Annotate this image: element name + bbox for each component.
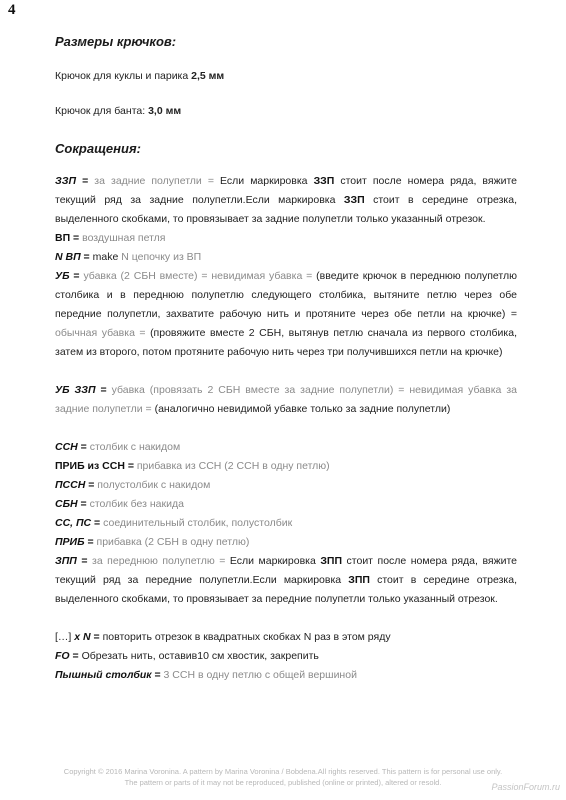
abbr-eq: = — [76, 555, 93, 567]
abbr-eq: = — [124, 460, 137, 472]
abbr-zzp — [55, 172, 517, 229]
abbr-definition: столбик без накида — [89, 498, 184, 510]
abbr-prib — [55, 533, 517, 552]
abbr-definition: обычная убавка = — [55, 327, 151, 339]
abbr-term: ССН — [55, 441, 78, 453]
hook-size-doll-label: Крючок для куклы и парика — [55, 70, 192, 82]
abbr-term: ПРИБ — [55, 536, 85, 548]
abbr-eq: = — [151, 669, 164, 681]
page-number: 4 — [8, 2, 16, 18]
abbr-eq: = — [77, 498, 90, 510]
abbr-nvp — [55, 248, 517, 267]
abbr-eq: = — [69, 270, 84, 282]
abbr-definition: прибавка (2 СБН в одну петлю) — [96, 536, 250, 548]
abbr-definition: 3 ССН в одну петлю с общей вершиной — [163, 669, 357, 681]
abbr-definition: за задние полупетли = — [94, 175, 221, 187]
abbr-ss-ps — [55, 514, 517, 533]
abbr-text: повторить отрезок в квадратных скобках N раз в этом ряду — [102, 631, 391, 643]
abbr-term-inline: ЗПП — [348, 574, 370, 586]
abbr-pssn — [55, 476, 517, 495]
abbr-text: (провяжите вместе 2 СБН, вытянув петлю сначала из первого столбика, затем из второго, потом протяните рабочую нить через три получившихся петли на крючке) — [55, 327, 517, 358]
abbr-puff-stitch — [55, 666, 517, 685]
abbr-text: (введите крючок в переднюю полупетлю столбика и в переднюю полупетлю следующего столбика, вытяните петлю через обе передние полупетли, захватите рабочую нить и протяните через обе петли на крючке) = — [55, 270, 517, 320]
abbr-term: СБН — [55, 498, 78, 510]
abbr-term: ПРИБ из ССН — [55, 460, 125, 472]
abbr-prib-ssn — [55, 457, 517, 476]
abbr-eq: = — [80, 251, 93, 263]
abbr-term-inline: ЗПП — [320, 555, 343, 567]
abbr-sbn — [55, 495, 517, 514]
hook-size-doll — [55, 70, 224, 82]
abbr-eq: = — [91, 517, 104, 529]
abbr-text: стоит в середине отрезка, выделенного скобками, то провязывает за передние полупетли только указанный отрезок. — [55, 574, 517, 605]
abbr-term-inline: ЗЗП — [313, 175, 335, 187]
abbr-eq: = — [76, 175, 95, 187]
abbr-definition: убавка (провязать 2 СБН вместе за задние полупетли) = невидимая убавка за задние полупетли = — [55, 384, 518, 415]
abbr-term: ЗЗП — [55, 175, 77, 187]
hook-size-bow-value: 3,0 мм — [148, 105, 182, 117]
abbr-definition: соединительный столбик, полустолбик — [103, 517, 293, 529]
copyright-line-2: The pattern or parts of it may not be reproduced, published (online or printed), altered or resold. — [124, 778, 442, 787]
abbr-definition: убавка (2 СБН вместе) = невидимая убавка = — [83, 270, 317, 282]
abbr-eq: = — [69, 650, 82, 662]
abbr-term: СС, ПС — [55, 517, 92, 529]
abbr-term: УБ — [55, 270, 70, 282]
abbr-definition: N цепочку из ВП — [121, 251, 202, 263]
abbr-text: стоит после номера ряда, вяжите текущий ряд за задние полупетли.Если маркировка — [55, 175, 517, 206]
hook-sizes-title: Размеры крючков: — [55, 34, 177, 49]
abbr-repeat — [55, 628, 517, 647]
abbr-text: Если маркировка — [229, 555, 321, 567]
abbr-term: ВП — [55, 232, 71, 244]
abbr-ssn — [55, 438, 517, 457]
abbr-eq: = — [90, 631, 103, 643]
abbr-term: x N — [74, 631, 91, 643]
abbr-term: УБ ЗЗП — [55, 384, 96, 396]
abbr-eq: = — [70, 232, 83, 244]
abbr-term: FO — [55, 650, 70, 662]
copyright-line-1: Copyright © 2016 Marina Voronina. A pattern by Marina Voronina / Bobdena.All rights reserved. This pattern is for personal use only. — [63, 767, 503, 776]
abbr-term: ПССН — [55, 479, 86, 491]
abbr-ub — [55, 267, 517, 362]
repeat-bracket: […] — [55, 631, 75, 643]
abbr-text: Если маркировка — [220, 175, 314, 187]
abbr-eq: = — [84, 536, 97, 548]
abbr-definition: воздушная петля — [82, 232, 166, 244]
abbr-text: стоит в середине отрезка, выделенного скобками, то провязывает за задние полупетли только указанный отрезок. — [55, 194, 517, 225]
abbr-text: стоит после номера ряда, вяжите текущий ряд за передние полупетли.Если маркировка — [55, 555, 518, 586]
abbr-zpp — [55, 552, 517, 609]
abbr-term-inline: ЗЗП — [343, 194, 365, 206]
abbr-fo — [55, 647, 517, 666]
abbreviations-title: Сокращения: — [55, 141, 141, 156]
abbr-term: Пышный столбик — [55, 669, 152, 681]
abbr-text: (аналогично невидимой убавке только за задние полупетли) — [154, 403, 451, 415]
abbr-term: N ВП — [55, 251, 81, 263]
abbr-definition: полустолбик с накидом — [97, 479, 211, 491]
abbr-definition: за переднюю полупетлю = — [92, 555, 230, 567]
hook-size-bow-label: Крючок для банта: — [55, 105, 149, 117]
hook-size-bow — [55, 105, 181, 117]
abbr-eq: = — [95, 384, 112, 396]
abbr-definition: прибавка из ССН (2 ССН в одну петлю) — [136, 460, 330, 472]
site-watermark: PassionForum.ru — [491, 782, 560, 792]
abbr-ub-zzp — [55, 381, 517, 419]
abbr-term: ЗПП — [55, 555, 77, 567]
abbr-vp — [55, 229, 517, 248]
abbr-text: make — [92, 251, 122, 263]
abbr-eq: = — [77, 441, 90, 453]
abbr-text: Обрезать нить, оставив10 см хвостик, закрепить — [81, 650, 319, 662]
copyright-footer — [0, 766, 566, 788]
abbr-definition: столбик с накидом — [89, 441, 181, 453]
hook-size-doll-value: 2,5 мм — [191, 70, 225, 82]
abbr-eq: = — [85, 479, 98, 491]
